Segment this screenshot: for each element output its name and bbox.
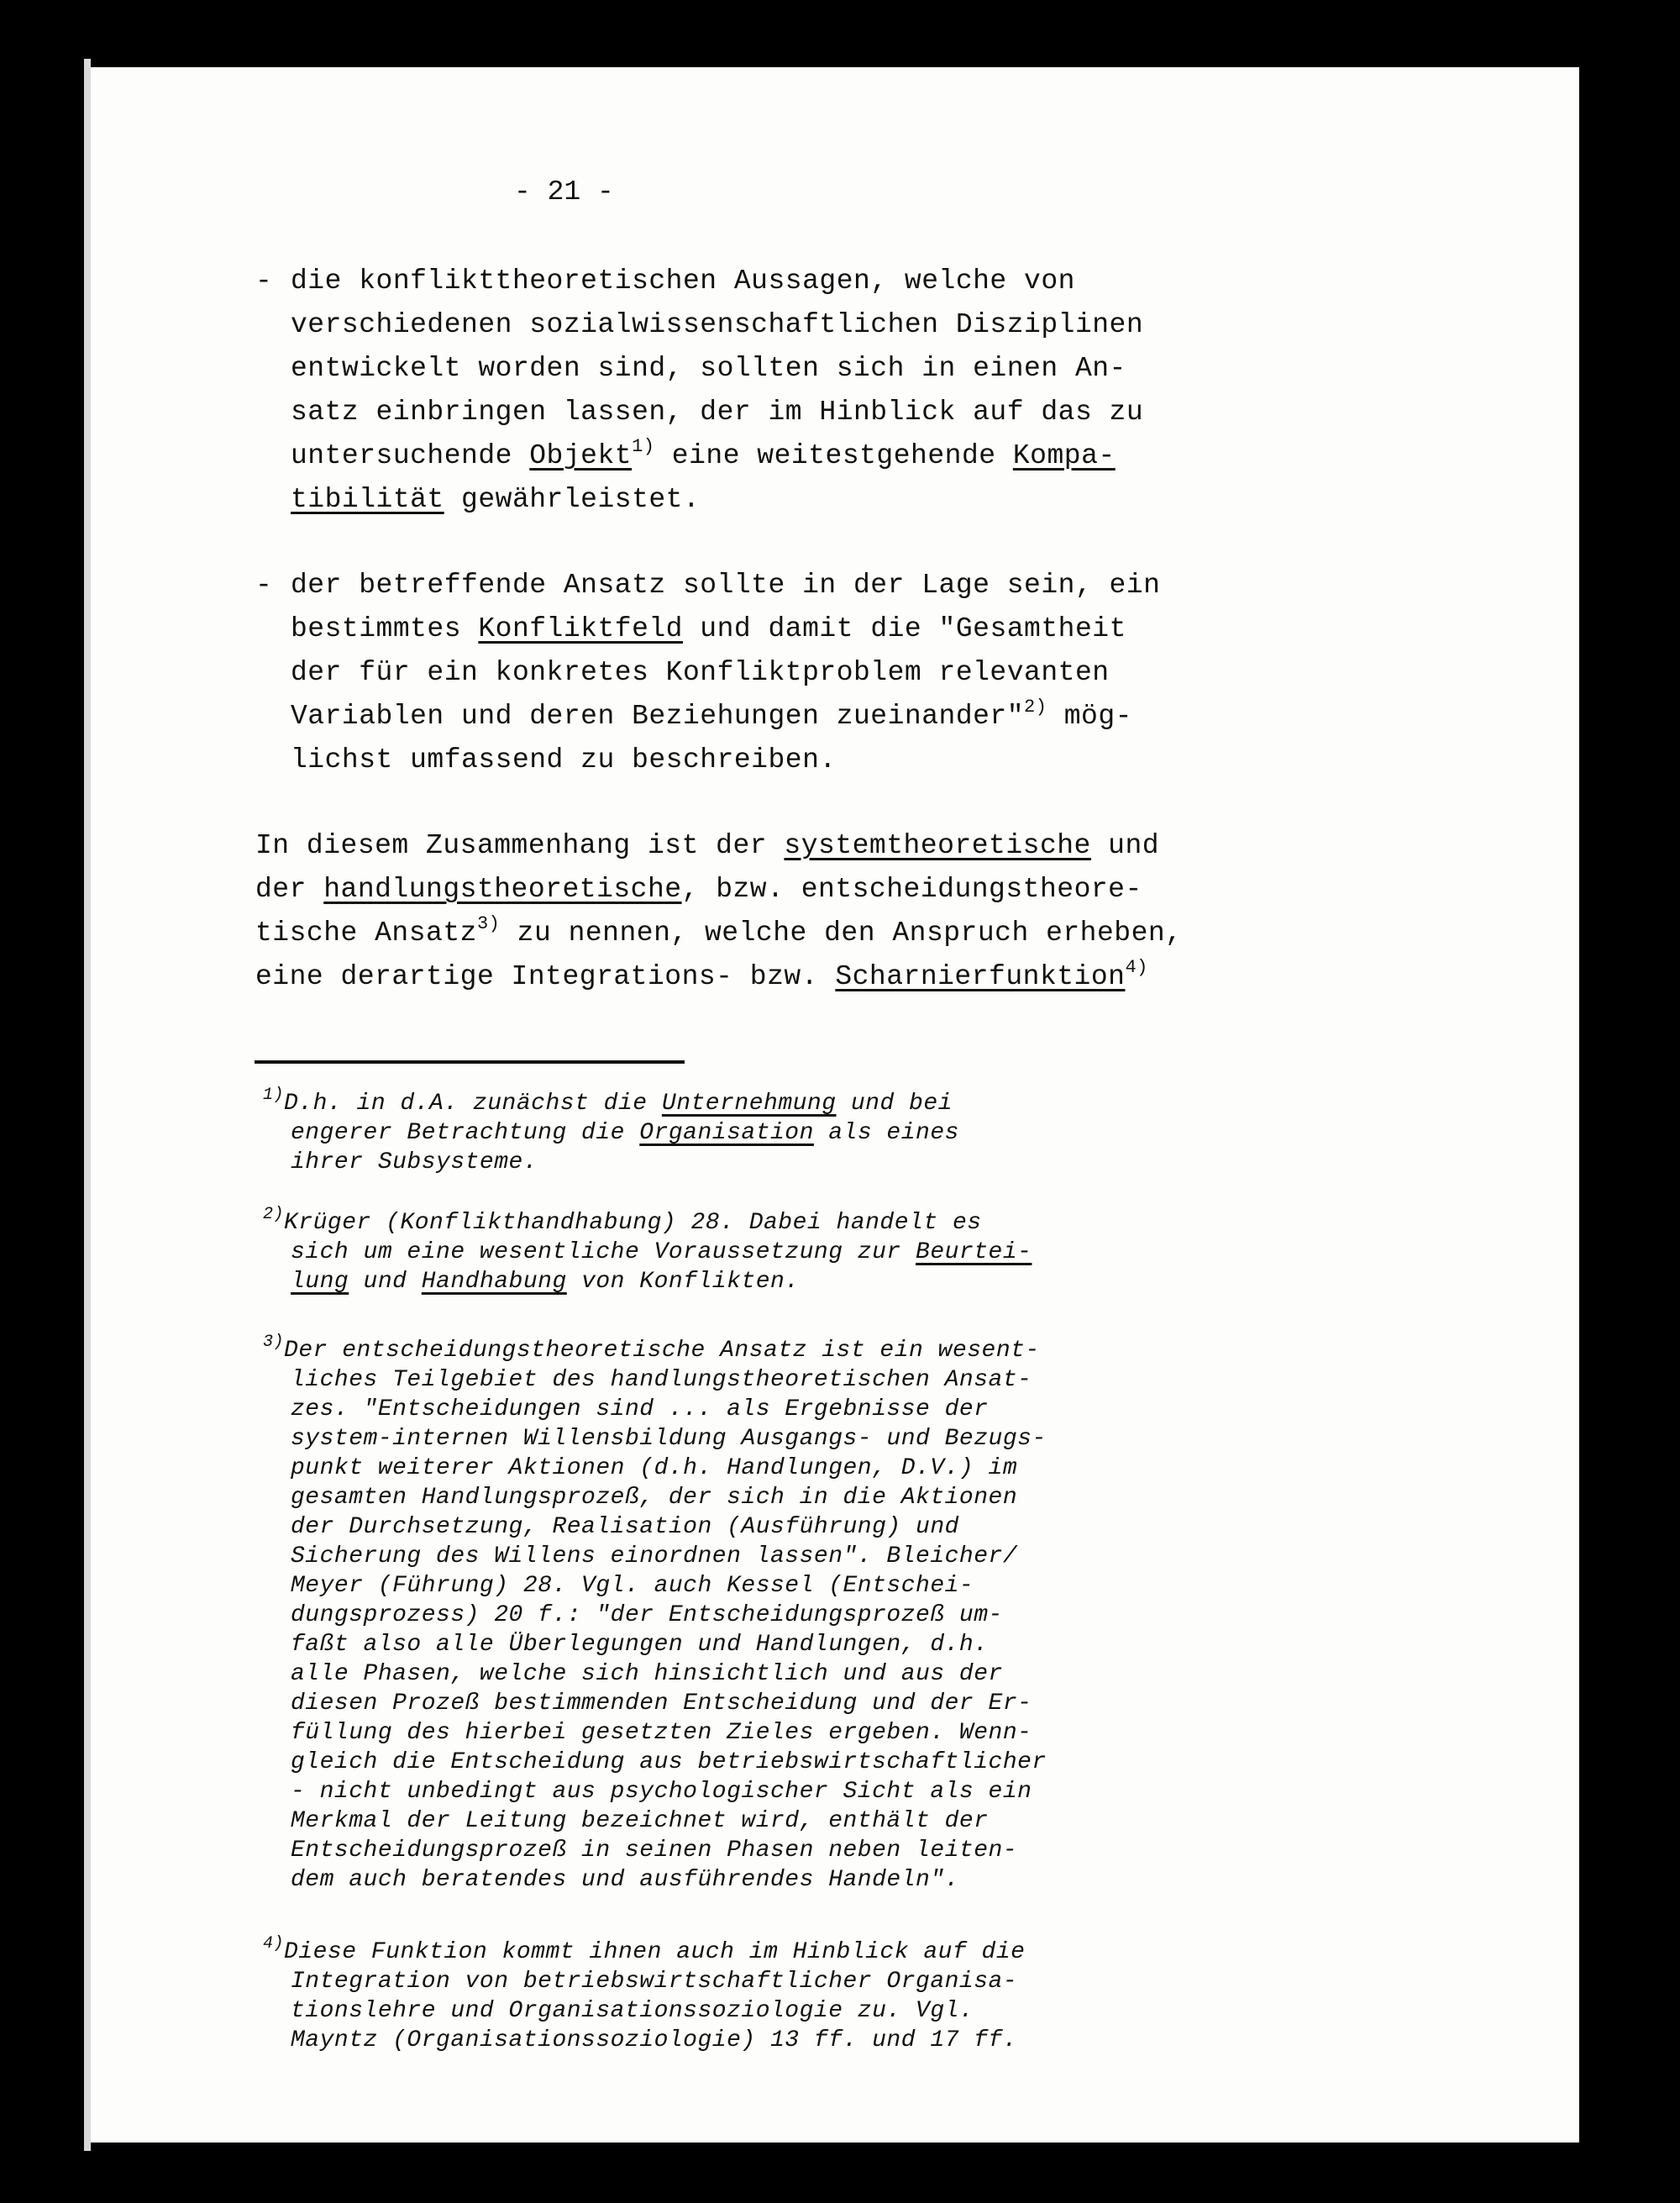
text-run: Der entscheidungstheoretische Ansatz ist ein wesent-: [284, 1338, 1040, 1364]
text-line: [255, 957, 1148, 992]
footnote-2-line: [263, 1205, 982, 1236]
footnote-3-line: Entscheidungsprozeß in seinen Phasen neben leiten-: [291, 1838, 1018, 1864]
text-run: eine weitestgehende: [654, 440, 1013, 471]
underlined-term-handhabung: Handhabung: [421, 1269, 567, 1295]
text-run: Diese Funktion kommt ihnen auch im Hinblick auf die: [284, 1939, 1026, 1965]
text-run: Variablen und deren Beziehungen zueinander": [291, 701, 1025, 732]
text-run: , bzw. entscheidungstheore-: [681, 874, 1142, 905]
underlined-term-beurteilung: Beurtei-: [916, 1239, 1032, 1265]
footnote-3-line: gesamten Handlungsprozeß, der sich in die Aktionen: [291, 1485, 1018, 1511]
footnote-mark: 3): [263, 1333, 285, 1352]
text-line: der betreffende Ansatz sollte in der Lage sein, ein: [291, 570, 1161, 601]
footnote-1-line: ihrer Subsysteme.: [291, 1149, 538, 1175]
text-line: [291, 697, 1132, 732]
underlined-term-scharnierfunktion: Scharnierfunktion: [835, 961, 1126, 992]
text-line: [291, 613, 1126, 644]
text-run: Krüger (Konflikthandhabung) 28. Dabei handelt es: [284, 1210, 982, 1236]
bullet-dash: -: [255, 570, 272, 601]
footnote-ref-2: 2): [1024, 697, 1047, 718]
footnote-3-line: der Durchsetzung, Realisation (Ausführung) und: [291, 1514, 959, 1540]
footnote-3-line: dungsprozess) 20 f.: "der Entscheidungsprozeß um-: [291, 1602, 1003, 1628]
text-line: der für ein konkretes Konfliktproblem relevanten: [291, 657, 1110, 688]
footnote-ref-3: 3): [476, 913, 501, 934]
footnote-3-line: Merkmal der Leitung bezeichnet wird, enthält der: [291, 1808, 989, 1834]
page-number: - 21 -: [514, 176, 614, 208]
text-line: [291, 436, 1116, 471]
text-run: und damit die "Gesamtheit: [682, 613, 1126, 644]
text-line: [255, 913, 1183, 949]
footnote-ref-4: 4): [1125, 957, 1148, 978]
text-run: D.h. in d.A. zunächst die: [284, 1091, 662, 1117]
footnote-3-line: füllung des hierbei gesetzten Zieles ergeben. Wenn-: [291, 1720, 1032, 1746]
text-line: die konflikttheoretischen Aussagen, welche von: [291, 266, 1075, 297]
footnote-separator: [255, 1060, 685, 1064]
footnote-3-line: zes. "Entscheidungen sind ... als Ergebnisse der: [291, 1396, 989, 1422]
text-line: satz einbringen lassen, der im Hinblick auf das zu: [291, 397, 1144, 428]
footnote-3-line: - nicht unbedingt aus psychologischer Sicht als ein: [291, 1779, 1032, 1805]
footnote-3-line: liches Teilgebiet des handlungstheoretischen Ansat-: [291, 1367, 1032, 1393]
page-edge: [84, 59, 91, 2151]
footnote-4-line: Integration von betriebswirtschaftlicher Organisa-: [291, 1969, 1018, 1995]
footnote-4-line: [263, 1934, 1026, 1965]
text-run: zu nennen, welche den Anspruch erheben,: [500, 917, 1183, 949]
text-run: der: [255, 874, 324, 905]
text-run: eine derartige Integrations- bzw.: [255, 961, 836, 992]
footnote-3-line: system-internen Willensbildung Ausgangs- und Bezugs-: [291, 1426, 1047, 1452]
footnote-1-line: [291, 1120, 959, 1146]
footnote-3-line: gleich die Entscheidung aus betriebswirtschaftlicher: [291, 1749, 1047, 1775]
text-line: [255, 830, 1159, 861]
underlined-term-unternehmung: Unternehmung: [661, 1091, 837, 1117]
footnote-3-line: punkt weiterer Aktionen (d.h. Handlungen, D.V.) im: [291, 1455, 1018, 1481]
footnote-2-line: [291, 1239, 1032, 1265]
footnote-1-line: [263, 1086, 953, 1117]
text-line: [291, 484, 700, 515]
underlined-term-konfliktfeld: Konfliktfeld: [478, 613, 683, 644]
underlined-term-lung: lung: [291, 1269, 349, 1295]
text-run: In diesem Zusammenhang ist der: [255, 830, 785, 861]
text-run: bestimmtes: [291, 613, 479, 644]
underlined-term-handlungstheoretische: handlungstheoretische: [323, 874, 682, 905]
document-page: [91, 67, 1579, 2143]
footnote-mark: 2): [263, 1205, 285, 1224]
text-run: engerer Betrachtung die: [291, 1120, 640, 1146]
text-line: entwickelt worden sind, sollten sich in einen An-: [291, 353, 1126, 384]
text-run: gewährleistet.: [444, 484, 701, 515]
footnote-4-line: tionslehre und Organisationssoziologie zu. Vgl.: [291, 1998, 974, 2024]
text-line: verschiedenen sozialwissenschaftlichen Disziplinen: [291, 309, 1144, 340]
text-run: und: [1090, 830, 1160, 861]
underlined-term-kompa: Kompa-: [1012, 440, 1116, 471]
text-run: von Konflikten.: [566, 1269, 800, 1295]
footnote-mark: 4): [263, 1934, 285, 1953]
footnote-ref-1: 1): [632, 436, 655, 457]
text-run: untersuchende: [291, 440, 530, 471]
footnote-3-line: faßt also alle Überlegungen und Handlungen, d.h.: [291, 1632, 989, 1658]
footnote-3-line: alle Phasen, welche sich hinsichtlich und aus der: [291, 1661, 1003, 1687]
text-run: und bei: [836, 1091, 953, 1117]
text-run: tische Ansatz: [255, 917, 477, 949]
underlined-term-systemtheoretische: systemtheoretische: [784, 830, 1091, 861]
text-run: und: [349, 1269, 422, 1295]
bullet-dash: -: [255, 266, 272, 297]
underlined-term-organisation: Organisation: [639, 1120, 814, 1146]
underlined-term-objekt: Objekt: [529, 440, 633, 471]
footnote-3-line: dem auch beratendes und ausführendes Handeln".: [291, 1867, 959, 1893]
text-line: [255, 874, 1142, 905]
footnote-mark: 1): [263, 1086, 285, 1105]
footnote-3-line: diesen Prozeß bestimmenden Entscheidung und der Er-: [291, 1690, 1032, 1717]
footnote-3-line: [263, 1333, 1040, 1364]
underlined-term-tibilitaet: tibilität: [291, 484, 444, 515]
text-run: als eines: [813, 1120, 959, 1146]
footnote-2-line: [291, 1269, 800, 1295]
footnote-3-line: Meyer (Führung) 28. Vgl. auch Kessel (Entschei-: [291, 1573, 974, 1599]
text-run: mög-: [1047, 701, 1132, 732]
footnote-3-line: Sicherung des Willens einordnen lassen". Bleicher/: [291, 1543, 1018, 1569]
footnote-4-line: Mayntz (Organisationssoziologie) 13 ff. und 17 ff.: [291, 2027, 1018, 2053]
text-line: lichst umfassend zu beschreiben.: [291, 744, 837, 776]
text-run: sich um eine wesentliche Voraussetzung zur: [291, 1239, 916, 1265]
